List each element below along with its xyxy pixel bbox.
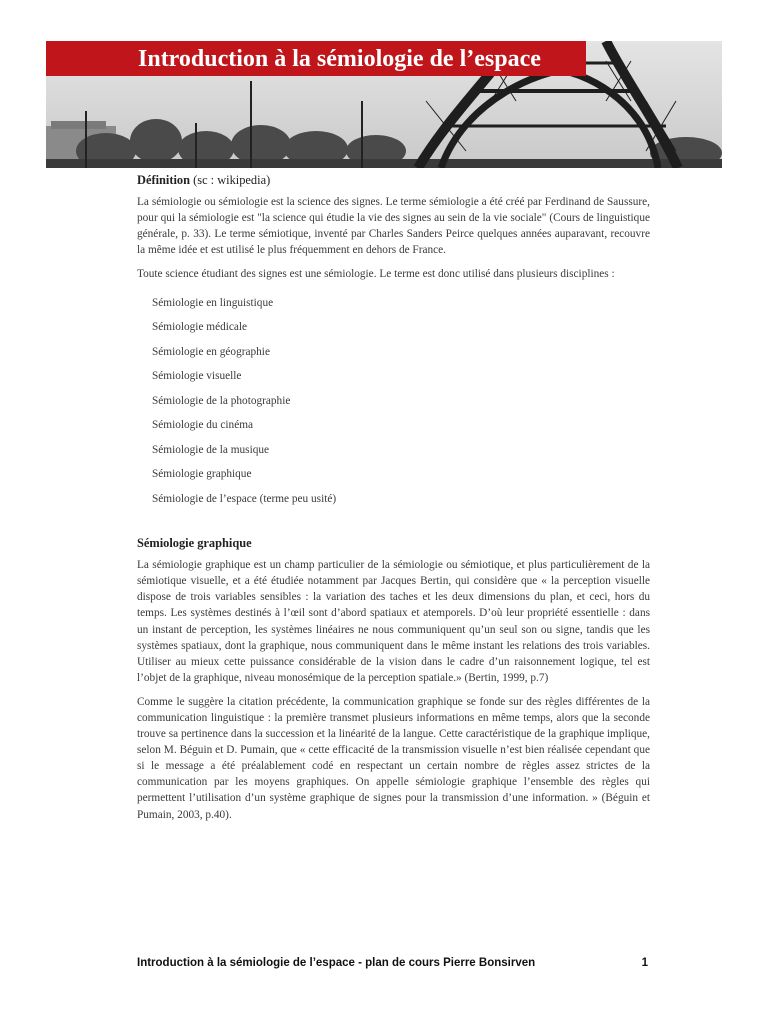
title-bar bbox=[46, 41, 586, 76]
list-item: Sémiologie de la musique bbox=[152, 443, 270, 456]
graphique-paragraph-2: Comme le suggère la citation précédente, la communication graphique se fonde sur des règles différentes de la communication linguistique : la première transmet plusieurs informations en même temps, alors que la seconde trouve sa pertinence dans la succession et la linéarité de la langue. Cette caractéristique de la graphique implique, selon M. Béguin et D. Pumain, que « cette efficacité de la transmission visuelle n’est bien réalisée cependant que si le message a été préalablement codé en respectant un certain nombre de règles assez strictes de la communication par les moyens graphiques. On appelle sémiologie graphique l’ensemble des règles qui permettent l’utilisation d’un système graphique de signes pour la transmission d’une information. » (Béguin et Pumain, 2003, p.40). bbox=[137, 695, 650, 821]
definition-heading-label: Définition bbox=[137, 173, 191, 187]
graphique-heading: Sémiologie graphique bbox=[137, 536, 252, 551]
main-content bbox=[137, 172, 650, 831]
list-item: Sémiologie du cinéma bbox=[152, 419, 254, 432]
definition-paragraph-1: La sémiologie ou sémiologie est la science des signes. Le terme sémiologie a été créé par Ferdinand de Saussure, pour qui la sémiologie est "la science qui étudie la vie des signes au sein de la vie sociale" (Cours de linguistique générale, p. 33). Le terme sémiotique, inventé par Charles Sanders Peirce quelques années auparavant, recouvre la même idée et est utilisé le plus fréquemment en dehors de France. bbox=[137, 196, 650, 257]
list-item: Sémiologie de la photographie bbox=[152, 394, 291, 407]
disciplines-list bbox=[137, 291, 650, 512]
graphique-paragraph-1: La sémiologie graphique est un champ particulier de la sémiologie ou sémiotique, et plus particulièrement de la sémiotique visuelle, et a été étudiée notamment par Jacques Bertin, qui considère que « la perception visuelle dispose de trois variables sensibles : la variation des taches et les deux dimensions du plan, et ceci, hors du temps. Les systèmes destinés à l’œil sont d’abord spatiaux et atemporels. D’où leur propriété essentielle : dans un instant de perception, les systèmes linéaires ne nous communiquent qu’un seul son ou signe, tandis que les systèmes spatiaux, dont la graphique, nous communiquent dans le même instant les relations des trois variables. Utiliser au mieux cette puissance considérable de la vision dans le cadre d’un raisonnement logique, tel est l’objet de la graphique, niveau monosémique de la perception spatiale.» (Bertin, 1999, p.7) bbox=[137, 559, 650, 684]
list-item: Sémiologie graphique bbox=[152, 468, 252, 481]
page-title: Introduction à la sémiologie de l’espace bbox=[138, 46, 541, 72]
section-spacer bbox=[137, 511, 650, 535]
definition-heading-source: (sc : wikipedia) bbox=[193, 173, 271, 187]
list-item: Sémiologie en linguistique bbox=[152, 296, 274, 309]
footer-text: Introduction à la sémiologie de l’espace - plan de cours Pierre Bonsirven bbox=[137, 957, 536, 969]
list-item: Sémiologie médicale bbox=[152, 321, 248, 334]
list-item: Sémiologie visuelle bbox=[152, 370, 242, 383]
definition-paragraph-2: Toute science étudiant des signes est une sémiologie. Le terme est donc utilisé dans plusieurs disciplines : bbox=[137, 268, 615, 281]
definition-heading bbox=[137, 172, 650, 188]
page-footer bbox=[137, 957, 650, 969]
page-number: 1 bbox=[641, 957, 648, 969]
list-item: Sémiologie de l’espace (terme peu usité) bbox=[152, 492, 337, 505]
list-item: Sémiologie en géographie bbox=[152, 345, 270, 358]
